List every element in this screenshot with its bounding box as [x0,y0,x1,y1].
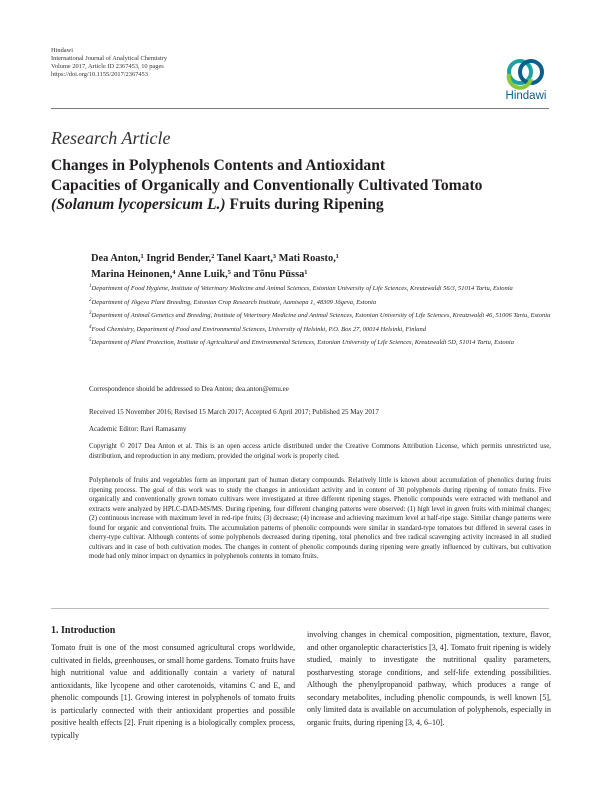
article-type: Research Article [51,128,171,148]
abstract-divider [51,608,549,609]
affiliation-4: $^4$Food Chemistry, Department of Food and Environmental Sciences, University of Helsinki, P.O. Box 27, 00014 Helsinki, Finland [89,324,427,333]
section-heading: 1. Introduction [51,625,116,636]
publisher-name: Hindawi [51,47,74,54]
academic-editor: Academic Editor: Ravi Ramasamy [89,425,187,433]
body-column-right: involving changes in chemical composition, pigmentation, texture, flavor, and other organoleptic characteristics [3, 4]. Tomato fruit ripening is widely studied, mainly to investigate the nutritional quality parameters, postharvesting storage conditions, and self-life extending possibilities. Although the phenylpropanoid pathway, which produces a range of secondary metabolites, including phenolic compounds, is well known [5], only limited data is available on accumulation of polyphenols, especially in organic fruits, during ripening [3, 4, 6–10]. [307,630,551,727]
volume-info: Volume 2017, Article ID 2367453, 10 pages [51,62,164,70]
title-species: (Solanum lycopersicum L.) [51,196,226,213]
affiliation-5: $^5$Department of Plant Protection, Institute of Agricultural and Environmental Sciences, Estonian University of Life Sciences, Kreutzwaldi 5D, 51014 Tartu, Estonia [89,338,514,347]
copyright-notice: Copyright © 2017 Dea Anton et al. This is an open access article distributed under the Creative Commons Attribution License, which permits unrestricted use, distribution, and reproduction in any medium, provided the original work is properly cited. [89,443,551,460]
title-line-3-rest: Fruits during Ripening [225,196,384,213]
doi-link[interactable]: https://doi.org/10.1155/2017/2367453 [51,70,148,78]
title-line-1: Changes in Polyphenols Contents and Antioxidant [51,157,386,174]
title-line-3 [51,195,551,215]
journal-name: International Journal of Analytical Chemistry [51,54,168,62]
title-line-2: Capacities of Organically and Conventionally Cultivated Tomato [51,176,483,194]
body-column-left: Tomato fruit is one of the most consumed agricultural crops worldwide, cultivated in fields, greenhouses, or small home gardens. Tomato fruits have high nutritional value and additionally contain a variety of natural antioxidants, like lycopene and other carotenoids, vitamins C and E, and phenolic compounds [1]. Growing interest in polyphenols of tomato fruits is particularly connected with their antioxidant properties and possible positive health effects [2]. Fruit ripening is a biologically complex process, typically [51,643,295,740]
affiliation-2: $^2$Department of Jõgeva Plant Breeding, Estonian Crop Research Institute, Aamisepa 1, 48309 Jõgeva, Estonia [89,297,377,306]
correspondence: Correspondence should be addressed to Dea Anton; dea.anton@emu.ee [89,385,289,393]
affiliation-3: $^3$Department of Animal Genetics and Breeding, Institute of Veterinary Medicine and Animal Sciences, Estonian University of Life Sciences, Kreutzwaldi 46, 51006 Tartu, Estonia [89,311,551,320]
author-list [91,251,551,283]
paper-title [51,156,551,215]
abstract: Polyphenols of fruits and vegetables form an important part of human dietary compounds. Relatively little is known about accumulation of phenolics during fruits ripening process. The goal of this work was to study the changes in antioxidant activity and in content of 30 polyphenols during ripening of tomato fruits. Five organically and conventionally grown tomato cultivars were investigated at three different ripening stages. Phenolic compounds were extracted with methanol and extracts were analyzed by HPLC-DAD-MS/MS. During ripening, four different changing patterns were observed: (1) high level in green fruits with minimal changes; (2) continuous increase with maximum level in red-ripe fruits; (3) decrease; (4) increase and achieving maximum level at half-ripe stage. Similar change patterns were found for organic and conventional fruits. The accumulation patterns of phenolic compounds were similar in standard-type tomatoes but differed in several cases in cherry-type cultivar. Although contents of some polyphenols decreased during ripening, total phenolics and free radical scavenging activity increased in all studied cultivars and in case of both cultivation modes. The changes in content of phenolic compounds during ripening were greatly influenced by cultivars, but cultivation mode had only minor impact on dynamics in polyphenols contents in tomato fruits. [89,477,551,560]
header-divider [51,108,549,109]
authors-line-2: Marina Heinonen,⁴ Anne Luik,⁵ and Tõnu Püssa¹ [91,269,308,280]
affiliations [89,283,551,351]
publication-dates: Received 15 November 2016; Revised 15 March 2017; Accepted 6 April 2017; Published 25 May 2017 [89,408,379,416]
hindawi-logo-text: Hindawi [505,90,547,102]
authors-line-1: Dea Anton,¹ Ingrid Bender,² Tanel Kaart,³ Mati Roasto,¹ [91,253,339,264]
journal-header [51,47,167,79]
affiliation-1: $^1$Department of Food Hygiene, Institute of Veterinary Medicine and Animal Sciences, Estonian University of Life Sciences, Kreutzwaldi 56/3, 51014 Tartu, Estonia [89,284,513,293]
